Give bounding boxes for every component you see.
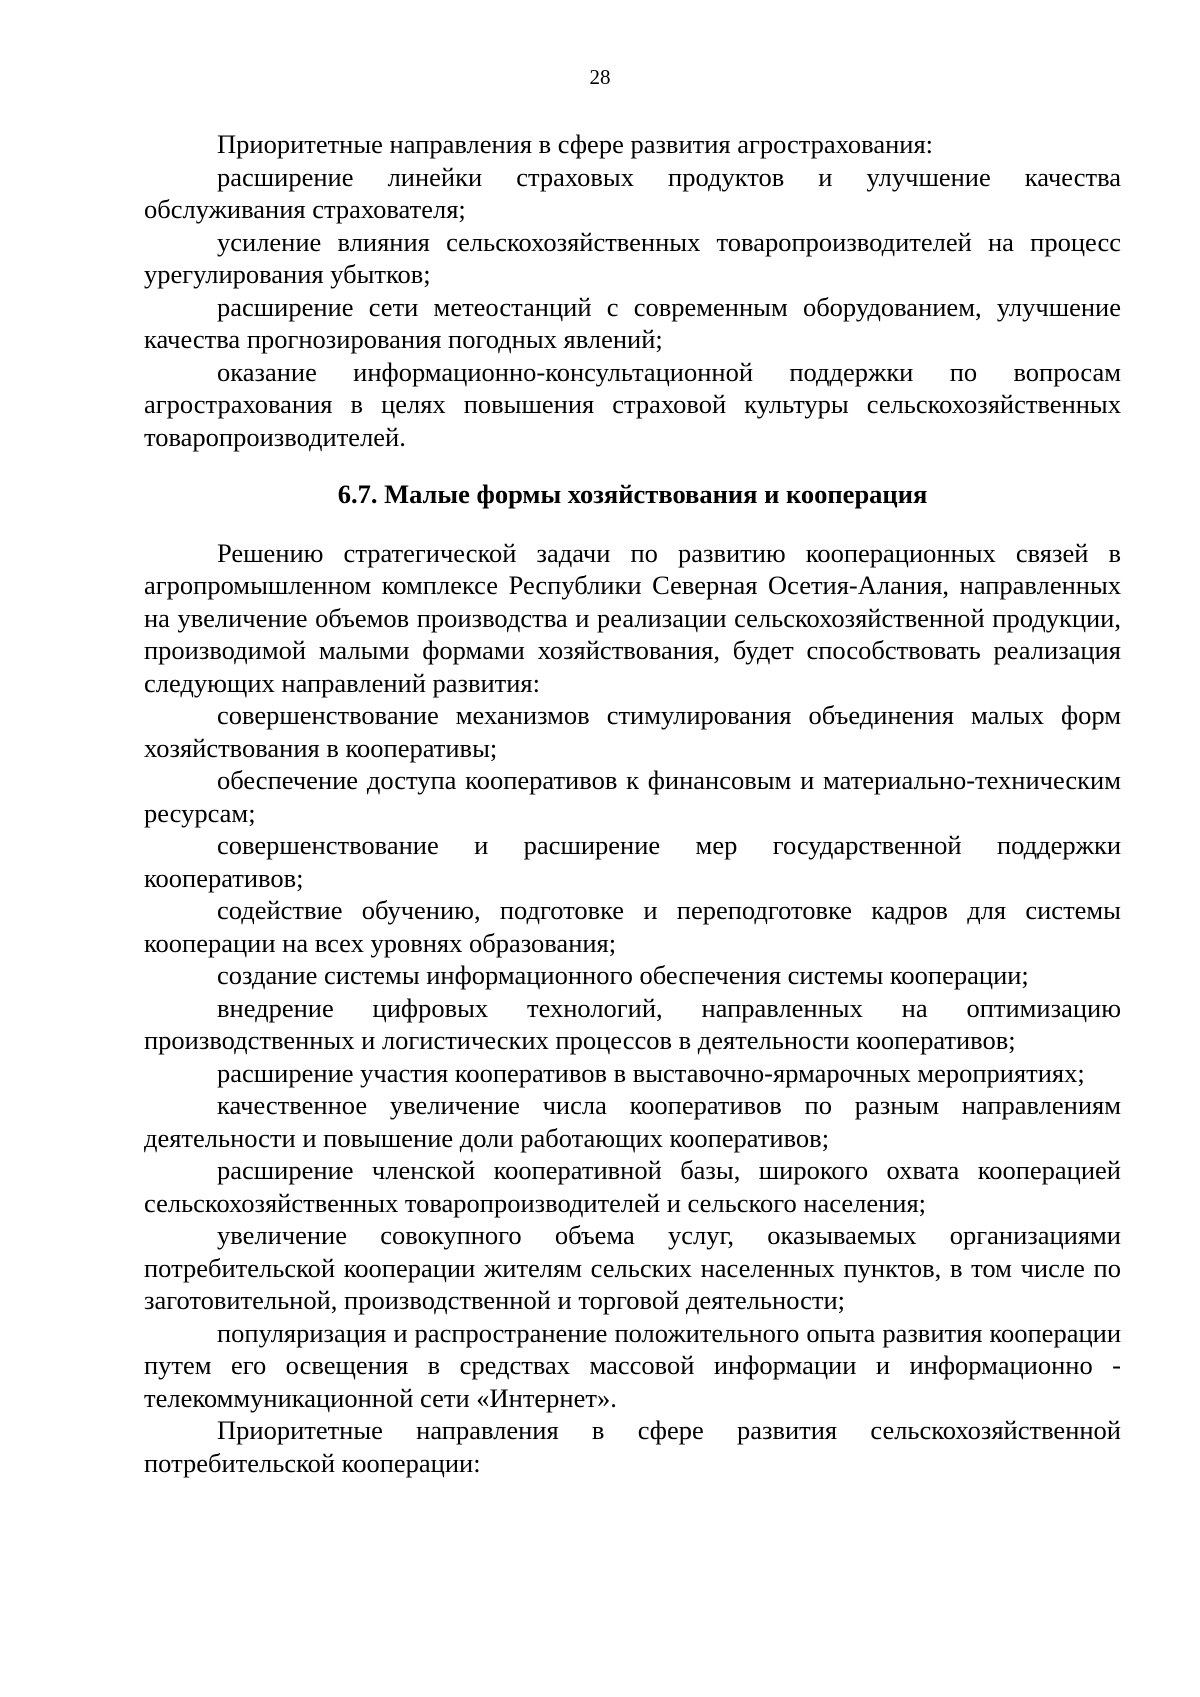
page-number: 28 <box>589 65 611 89</box>
list-item-insurance-products: расширение линейки страховых продуктов и улучшение качества обслуживания страхователя; <box>144 161 1121 224</box>
paragraph-consumer-coop-priorities: Приоритетные направления в сфере развития сельскохозяйственной потребительской кооперации: <box>144 1415 1121 1478</box>
list-item-services-volume: увеличение совокупного объема услуг, оказываемых организациями потребительской кооперации жителям сельских населенных пунктов, в том числе по заготовительной, производственной и торговой деятельности; <box>144 1220 1121 1315</box>
list-item-popularization: популяризация и распространение положительного опыта развития кооперации путем его освещения в средствах массовой информации и информационно - телекоммуникационной сети «Интернет». <box>144 1317 1121 1413</box>
list-item-exhibitions: расширение участия кооперативов в выставочно-ярмарочных мероприятиях; <box>217 1057 1085 1088</box>
list-item-producer-influence: усиление влияния сельскохозяйственных товаропроизводителей на процесс урегулирования убытков; <box>144 226 1121 289</box>
list-item-info-support: оказание информационно-консультационной поддержки по вопросам агрострахования в целях повышения страховой культуры сельскохозяйственных товаропроизводителей. <box>144 356 1121 452</box>
page-body <box>144 128 1121 1479</box>
section-heading: 6.7. Малые формы хозяйствования и кооперация <box>337 479 928 509</box>
list-item-state-support: совершенствование и расширение мер государственной поддержки кооперативов; <box>144 830 1121 893</box>
list-item-digital-tech: внедрение цифровых технологий, направленных на оптимизацию производственных и логистических процессов в деятельности кооперативов; <box>144 992 1121 1055</box>
list-item-training: содействие обучению, подготовке и переподготовке кадров для системы кооперации на всех уровнях образования; <box>144 895 1121 958</box>
paragraph-strategic-task: Решению стратегической задачи по развитию кооперационных связей в агропромышленном комплексе Республики Северная Осетия-Алания, направленных на увеличение объемов производства и реализации сельскохозяйственной продукции, производимой малыми формами хозяйствования, будет способствовать реализация следующих направлений развития: <box>144 537 1121 698</box>
list-item-resource-access: обеспечение доступа кооперативов к финансовым и материально-техническим ресурсам; <box>144 765 1121 828</box>
list-item-incentive-mechanisms: совершенствование механизмов стимулирования объединения малых форм хозяйствования в кооперативы; <box>144 700 1121 763</box>
paragraph-agro-priorities: Приоритетные направления в сфере развития агрострахования: <box>217 129 934 159</box>
list-item-membership-base: расширение членской кооперативной базы, широкого охвата кооперацией сельскохозяйственных товаропроизводителей и сельского населения; <box>144 1155 1121 1218</box>
list-item-cooperative-growth: качественное увеличение числа кооперативов по разным направлениям деятельности и повышение доли работающих кооперативов; <box>144 1090 1121 1153</box>
list-item-weather-stations: расширение сети метеостанций с современным оборудованием, улучшение качества прогнозирования погодных явлений; <box>144 291 1121 354</box>
list-item-information-system: создание системы информационного обеспечения системы кооперации; <box>217 960 1029 990</box>
